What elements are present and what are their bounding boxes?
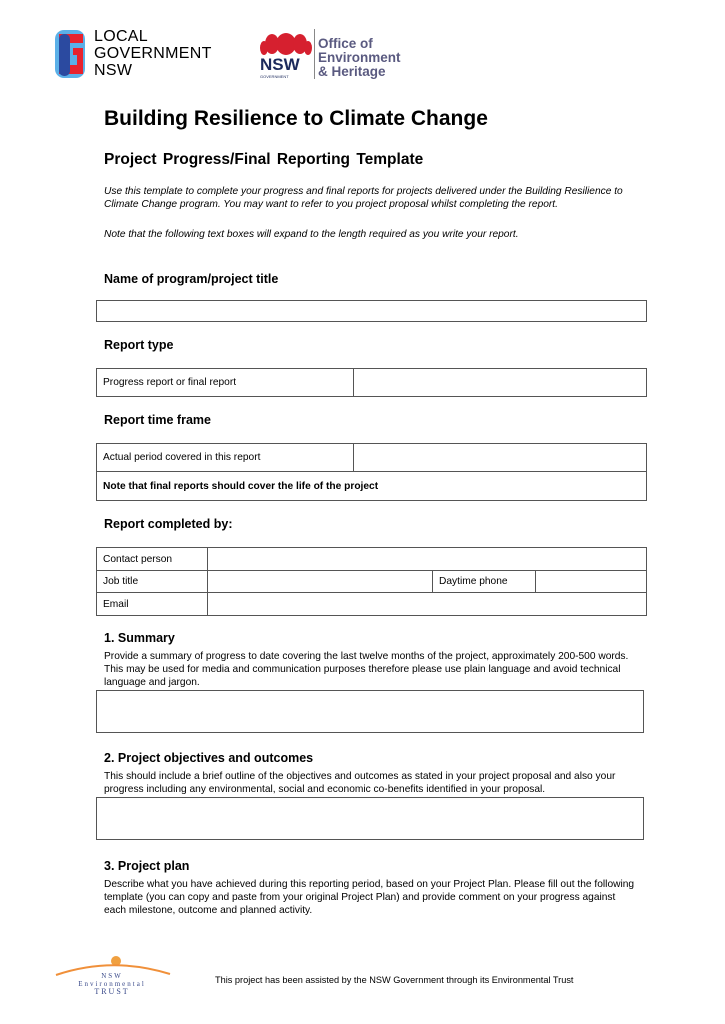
logo-text: LOCAL [94, 28, 148, 45]
period-label: Actual period covered in this report [97, 444, 354, 472]
email-field[interactable] [208, 593, 647, 616]
section-heading: 1. Summary [104, 631, 175, 645]
footer-text: This project has been assisted by the NSW Government through its Environmental Trust [215, 975, 574, 985]
logo-text: Environment [318, 50, 401, 65]
logo-text: Office of [318, 36, 373, 51]
page-title: Building Resilience to Climate Change [104, 107, 488, 130]
plan-text: Describe what you have achieved during this reporting period, based on your Project Plan. Please fill out the following template (you can copy and paste from your original Project Plan) and provide comment on your progress against each milestone, outcome and planned activity. [104, 879, 635, 916]
summary-text: Provide a summary of progress to date covering the last twelve months of the project, approximately 200-500 words. This may be used for media and communication purposes therefore please use plain language and avoid technical language and jargon. [104, 651, 629, 688]
contact-label: Contact person [97, 548, 208, 571]
phone-field[interactable] [536, 571, 647, 593]
job-title-field[interactable] [208, 571, 433, 593]
report-type-field[interactable] [354, 369, 647, 397]
section-heading: Report time frame [104, 413, 211, 427]
logo-text: & Heritage [318, 64, 386, 79]
section-heading: Report type [104, 338, 174, 352]
objectives-text: This should include a brief outline of the objectives and outcomes as stated in your project proposal and also your progress including any environmental, social and economic co-benefits identified in your proposal. [104, 771, 616, 795]
summary-field[interactable] [96, 690, 644, 733]
page-subtitle: Project Progress/Final Reporting Template [104, 151, 424, 168]
project-title-field[interactable] [96, 300, 647, 322]
section-heading: Report completed by: [104, 517, 233, 531]
logo-text: NSW [101, 972, 123, 980]
logo-text: GOVERNMENT [94, 45, 212, 62]
environmental-trust-logo [52, 952, 172, 1000]
final-report-note: Note that final reports should cover the life of the project [97, 472, 647, 501]
g-logo-icon [55, 30, 87, 80]
logo-text: NSW [94, 62, 133, 79]
local-government-nsw-logo [55, 30, 225, 80]
report-type-label: Progress report or final report [97, 369, 354, 397]
intro-text: Use this template to complete your progress and final reports for projects delivered under the Building Resilience to Climate Change program. You may want to refer to you project proposal whilst completing the report. [104, 186, 623, 210]
objectives-field[interactable] [96, 797, 644, 840]
waratah-icon [260, 26, 312, 56]
job-title-label: Job title [97, 571, 208, 593]
logo-text: TRUST [94, 987, 130, 996]
section-heading: Name of program/project title [104, 272, 279, 286]
period-field[interactable] [354, 444, 647, 472]
intro-note: Note that the following text boxes will expand to the length required as you write your report. [104, 229, 519, 240]
nsw-text: NSW [260, 55, 300, 74]
section-heading: 3. Project plan [104, 859, 190, 873]
email-label: Email [97, 593, 208, 616]
logo-text: Environmental [78, 980, 146, 988]
contact-field[interactable] [208, 548, 647, 571]
nsw-oeh-logo [258, 26, 418, 82]
nsw-gov-text: GOVERNMENT [260, 74, 289, 79]
section-heading: 2. Project objectives and outcomes [104, 751, 314, 765]
phone-label: Daytime phone [433, 571, 536, 593]
